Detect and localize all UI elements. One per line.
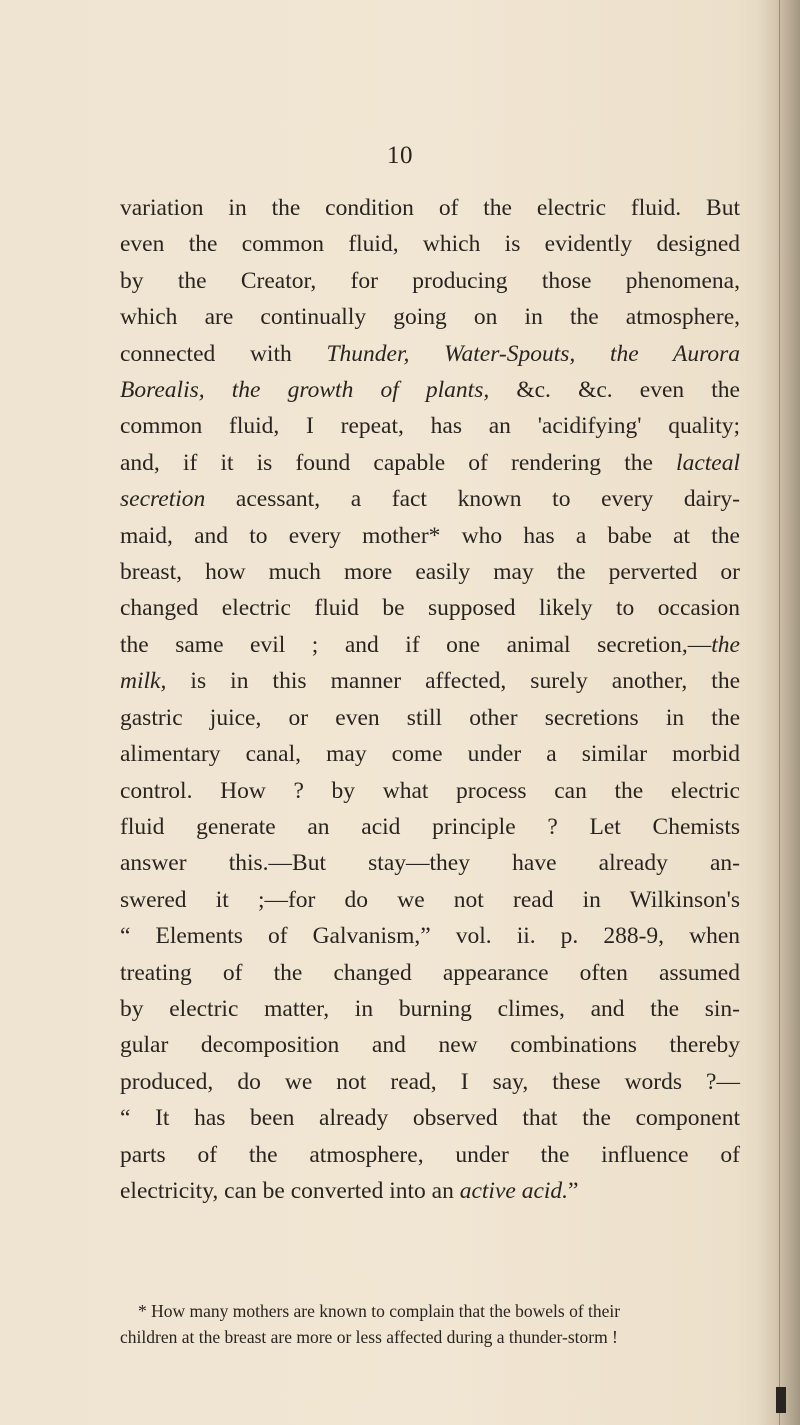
text-segment: “ Elements of Galvanism,” vol. ii. p. 288-9, when [120, 923, 740, 950]
text-segment: by electric matter, in burning climes, and the sin- [120, 995, 740, 1022]
text-segment: ” [568, 1177, 579, 1204]
text-segment: electricity, can be converted into an [120, 1177, 460, 1204]
italic-segment: lacteal [676, 449, 740, 476]
footnote-line: children at the breast are more or less affected during a thunder-storm ! [120, 1327, 618, 1347]
italic-segment: secretion [120, 486, 206, 513]
text-segment: answer this.—But stay—they have already an- [120, 850, 740, 877]
text-line [120, 955, 740, 991]
text-line [120, 1064, 740, 1100]
text-segment: “ It has been already observed that the component [120, 1105, 740, 1132]
text-line [120, 809, 740, 845]
italic-segment: milk, [120, 668, 167, 695]
text-line [120, 554, 740, 590]
italic-segment: active acid. [459, 1177, 569, 1204]
text-line [120, 1027, 740, 1063]
footnote-line: * How many mothers are known to complain that the bowels of their [138, 1301, 621, 1321]
text-line [120, 736, 740, 772]
text-line [120, 299, 740, 335]
text-segment: changed electric fluid be supposed likely to occasion [120, 595, 740, 622]
text-line [120, 408, 740, 444]
text-line [120, 590, 740, 626]
text-line [120, 481, 740, 517]
text-line [120, 991, 740, 1027]
text-segment: variation in the condition of the electric fluid. But [120, 195, 740, 221]
text-line [120, 263, 740, 299]
text-line [120, 372, 740, 408]
body-text [120, 190, 740, 1209]
text-line [120, 1100, 740, 1136]
text-line [120, 700, 740, 736]
text-segment: common fluid, I repeat, has an 'acidifying' quality; [120, 413, 740, 440]
text-segment: and, if it is found capable of rendering the [120, 449, 677, 476]
text-segment: treating of the changed appearance often assumed [120, 959, 740, 986]
text-segment: parts of the atmosphere, under the influence of [120, 1141, 740, 1168]
text-line [120, 1137, 740, 1173]
text-segment: breast, how much more easily may the perverted or [120, 559, 740, 586]
text-segment: is in this manner affected, surely another, the [166, 668, 740, 695]
binding-mark [776, 1387, 786, 1413]
text-line [120, 445, 740, 481]
text-segment: alimentary canal, may come under a similar morbid [120, 741, 740, 768]
text-segment: produced, do we not read, I say, these words ?— [120, 1068, 740, 1095]
text-segment: which are continually going on in the atmosphere, [120, 304, 740, 331]
text-line [120, 190, 740, 226]
text-line [120, 663, 740, 699]
text-segment: gastric juice, or even still other secretions in the [120, 704, 740, 731]
text-segment: by the Creator, for producing those phenomena, [120, 267, 740, 294]
text-segment: gular decomposition and new combinations thereby [120, 1032, 740, 1059]
italic-segment: Thunder, Water-Spouts, the Aurora [326, 340, 741, 367]
text-line [120, 845, 740, 881]
italic-segment: Borealis, the growth of plants, [120, 377, 490, 404]
text-line [120, 336, 740, 372]
text-line [120, 1173, 740, 1209]
text-line [120, 518, 740, 554]
footnote [120, 1298, 740, 1350]
text-line [120, 226, 740, 262]
text-line [120, 918, 740, 954]
text-segment: the same evil ; and if one animal secretion,— [120, 631, 712, 658]
page-edge-line [779, 0, 780, 1425]
text-line [120, 773, 740, 809]
text-segment: swered it ;—for do we not read in Wilkinson's [120, 886, 740, 913]
text-segment: fluid generate an acid principle ? Let Chemists [120, 813, 740, 840]
text-segment: &c. &c. even the [489, 377, 740, 404]
text-segment: connected with [120, 340, 327, 367]
text-segment: even the common fluid, which is evidently designed [120, 231, 740, 258]
page-number: 10 [387, 142, 413, 169]
text-segment: control. How ? by what process can the electric [120, 777, 740, 804]
text-segment: maid, and to every mother* who has a babe at the [120, 522, 740, 549]
italic-segment: the [711, 631, 740, 658]
text-line [120, 882, 740, 918]
text-line [120, 627, 740, 663]
text-segment: acessant, a fact known to every dairy- [205, 486, 740, 513]
